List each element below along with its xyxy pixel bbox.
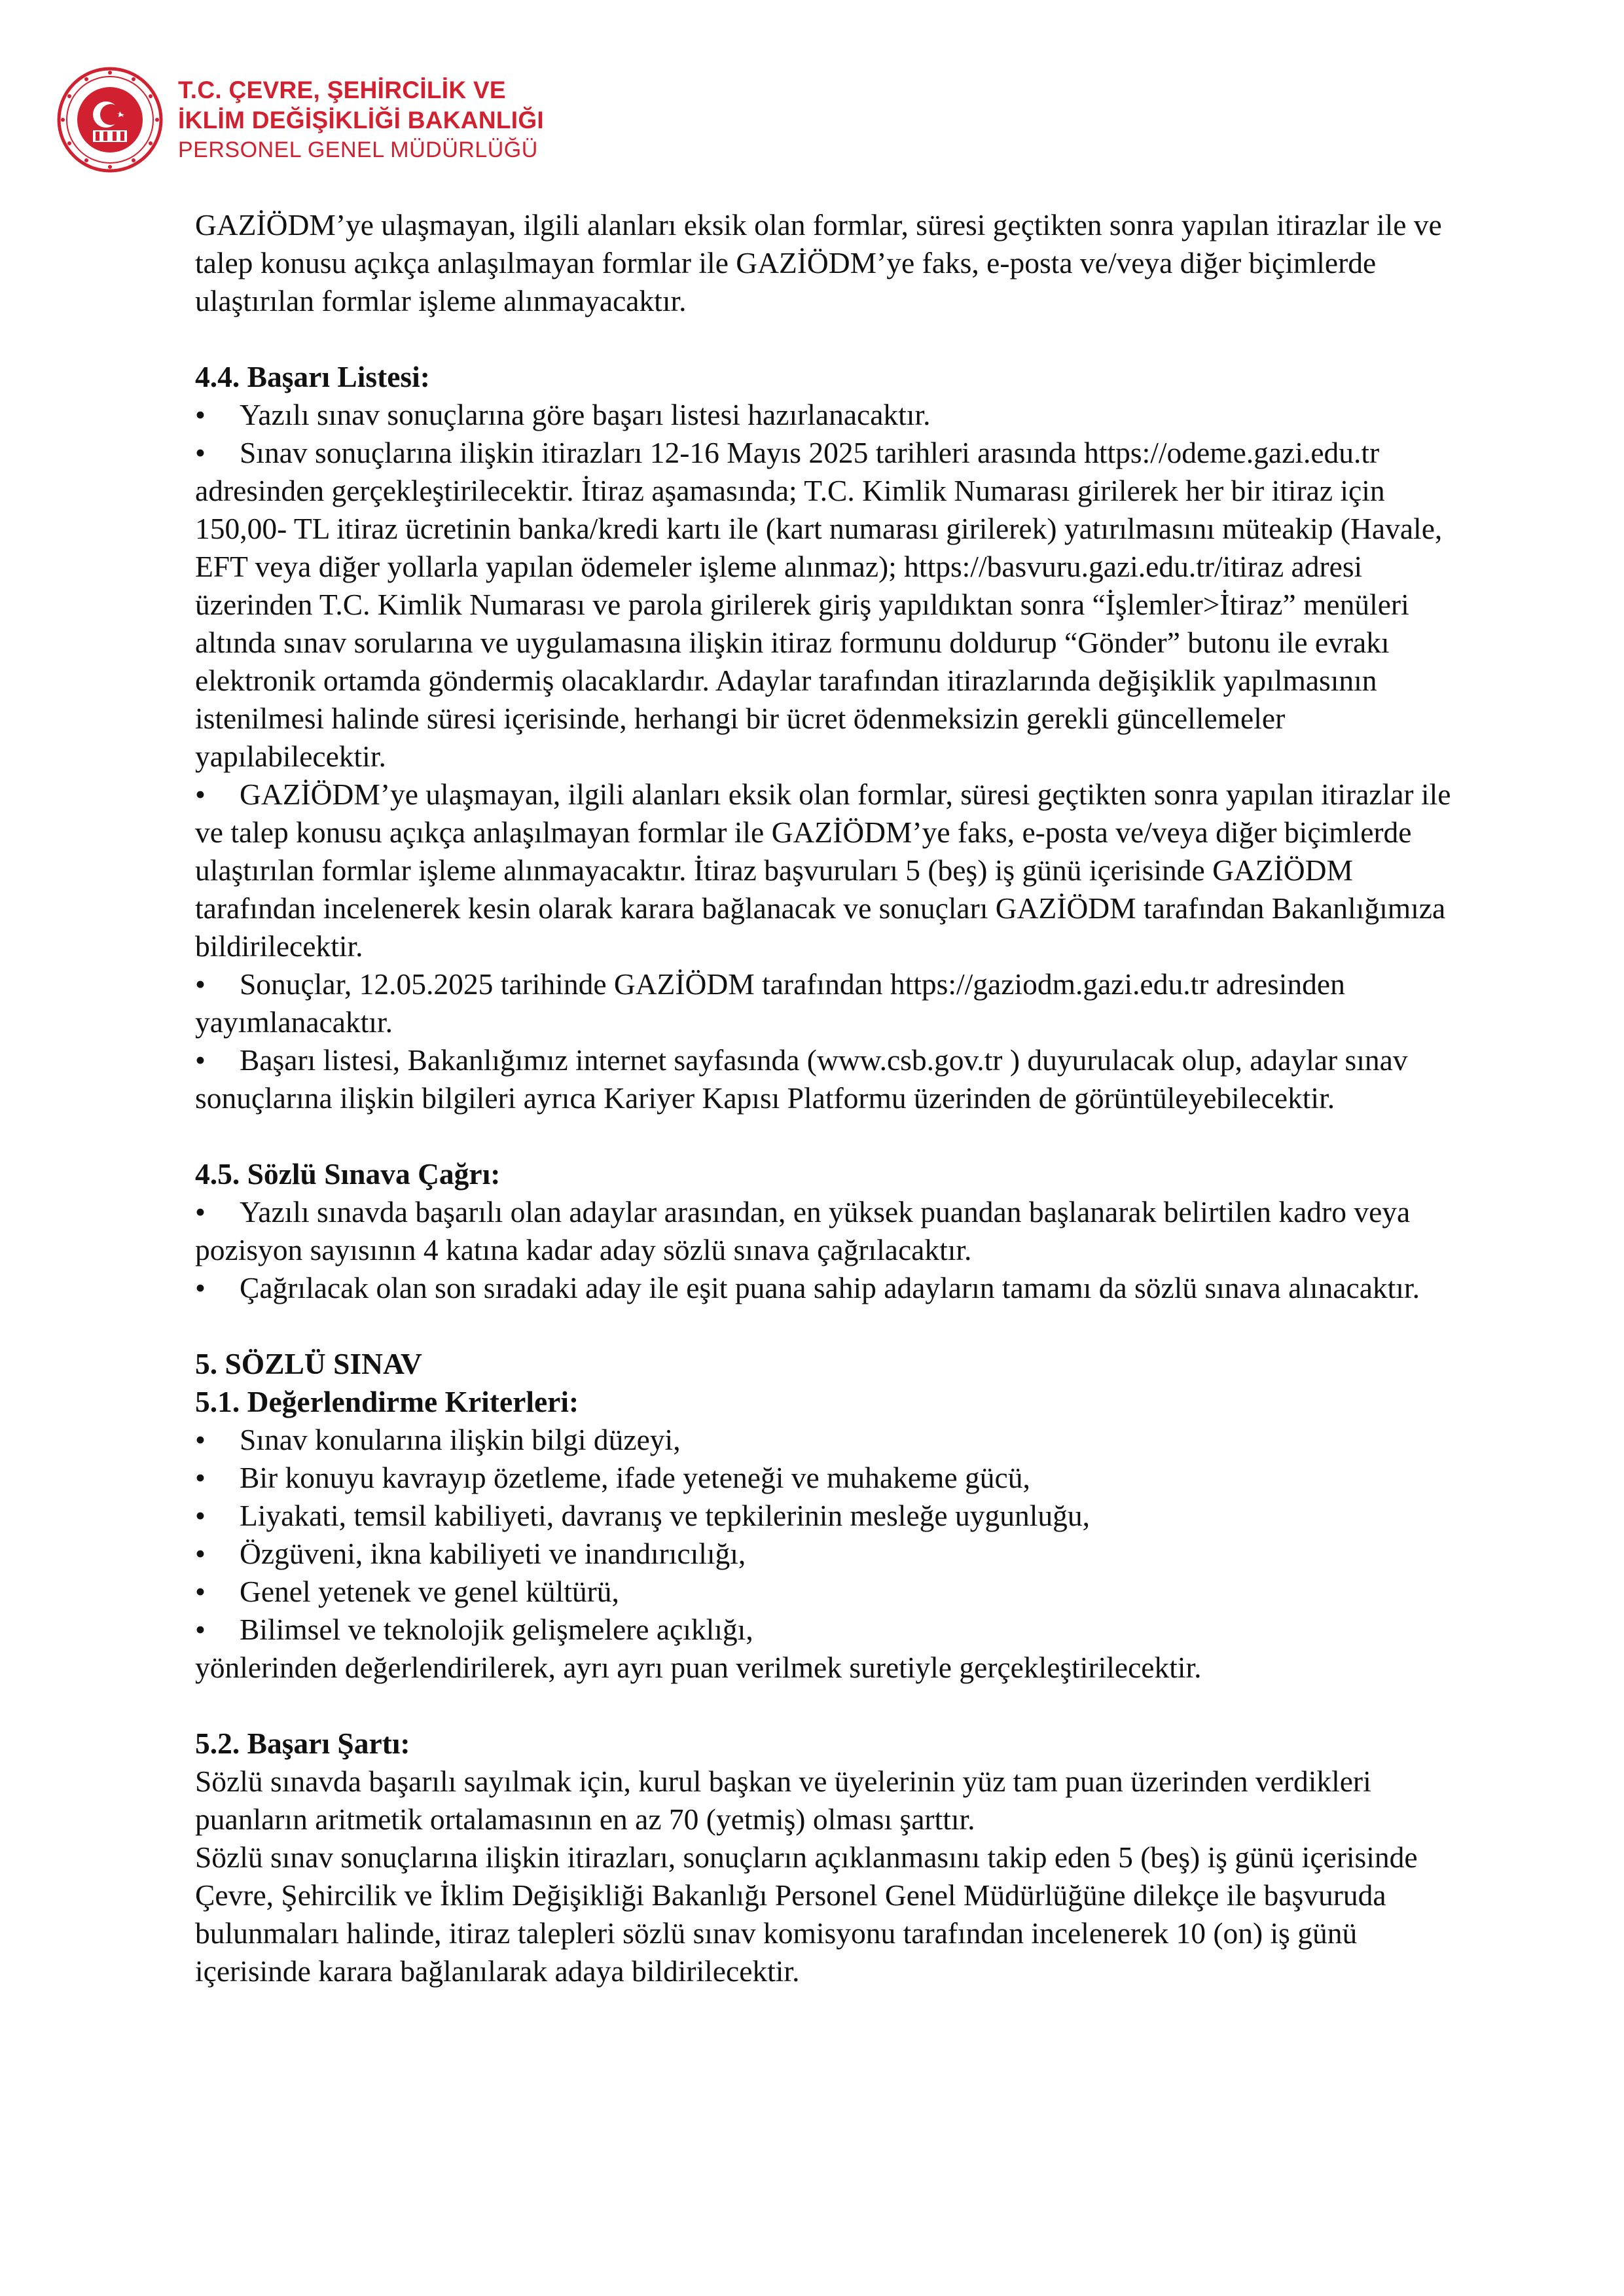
bullet-icon: • [195, 967, 206, 1001]
list-item: • Çağrılacak olan son sıradaki aday ile eşit puana sahip adayların tamamı da sözlü sınava alınacaktır. [195, 1269, 1478, 1307]
list-item: • Liyakati, temsil kabiliyeti, davranış ve tepkilerinin mesleğe uygunluğu, [195, 1497, 1478, 1535]
list-item: • Özgüveni, ikna kabiliyeti ve inandırıcılığı, [195, 1535, 1478, 1573]
success-condition-paragraph: Sözlü sınavda başarılı sayılmak için, kurul başkan ve üyelerinin yüz tam puan üzerinden verdikleri puanların aritmetik ortalamasının en az 70 (yetmiş) olması şarttır. [195, 1765, 1371, 1836]
bullet-icon: • [195, 1195, 206, 1229]
bullet-icon: • [195, 436, 206, 469]
ministry-seal-icon [56, 66, 164, 173]
bullet-icon: • [195, 1537, 206, 1570]
list-item: • Başarı listesi, Bakanlığımız internet sayfasında (www.csb.gov.tr ) duyurulacak olup, adaylar sınav sonuçlarına ilişkin bilgileri ayrıca Kariyer Kapısı Platformu üzerinden de görüntüleyebilecektir. [195, 1041, 1478, 1117]
intro-paragraph: GAZİÖDM’ye ulaşmayan, ilgili alanları eksik olan formlar, süresi geçtikten sonra yapılan itirazlar ile ve talep konusu açıkça anlaşılmayan formlar ile GAZİÖDM’ye faks, e-posta ve/veya diğer biçimlerde ulaştırılan formlar işleme alınmayacaktır. [195, 208, 1442, 317]
bullet-icon: • [195, 1423, 206, 1456]
list-item: • Yazılı sınavda başarılı olan adaylar arasından, en yüksek puandan başlanarak belirtilen kadro veya pozisyon sayısının 4 katına kadar aday sözlü sınava çağrılacaktır. [195, 1193, 1478, 1269]
list-item: • Bir konuyu kavrayıp özetleme, ifade yeteneği ve muhakeme gücü, [195, 1459, 1478, 1497]
bullet-icon: • [195, 1461, 206, 1494]
bullet-icon: • [195, 1271, 206, 1304]
bullet-icon: • [195, 398, 206, 431]
list-item: • Bilimsel ve teknolojik gelişmelere açıklığı, [195, 1611, 1478, 1649]
bullet-icon: • [195, 1613, 206, 1646]
list-item: • Yazılı sınav sonuçlarına göre başarı listesi hazırlanacaktır. [195, 396, 1478, 434]
list-item: • Sonuçlar, 12.05.2025 tarihinde GAZİÖDM tarafından https://gaziodm.gazi.edu.tr adresinden yayımlanacaktır. [195, 965, 1478, 1041]
list-item: • Sınav sonuçlarına ilişkin itirazları 12-16 Mayıs 2025 tarihleri arasında https://odeme.gazi.edu.tr adresinden gerçekleştirilecektir. İtiraz aşamasında; T.C. Kimlik Numarası girilerek her bir itiraz için 150,00- TL itiraz ücretinin banka/kredi kartı ile (kart numarası girilerek) yatırılmasını müteakip (Havale, EFT veya diğer yollarla yapılan ödemeler işleme alınmaz); https://basvuru.gazi.edu.tr/itiraz adresi üzerinden T.C. Kimlik Numarası ve parola girilerek giriş yapıldıktan sonra “İşlemler>İtiraz” menüleri altında sınav sorularına ve uygulamasına ilişkin itiraz formunu doldurup “Gönder” butonu ile evrakı elektronik ortamda göndermiş olacaklardır. Adaylar tarafından itirazlarında değişiklik yapılmasının istenilmesi halinde süresi içerisinde, herhangi bir ücret ödenmeksizin gerekli güncellemeler yapılabilecektir. [195, 434, 1478, 776]
ministry-header [56, 58, 544, 182]
objection-paragraph: Sözlü sınav sonuçlarına ilişkin itirazları, sonuçların açıklanmasını takip eden 5 (beş) iş günü içerisinde Çevre, Şehircilik ve İklim Değişikliği Bakanlığı Personel Genel Müdürlüğüne dilekçe ile başvuruda bulunmaları halinde, itiraz talepleri sözlü sınav komisyonu tarafından incelenerek 10 (on) iş günü içerisinde karara bağlanılarak adaya bildirilecektir. [195, 1840, 1418, 1988]
section-4-4-title: 4.4. Başarı Listesi: [195, 360, 430, 393]
list-item: • Genel yetenek ve genel kültürü, [195, 1573, 1478, 1611]
bullet-icon: • [195, 1499, 206, 1532]
criteria-closing-text: yönlerinden değerlendirilerek, ayrı ayrı puan verilmek suretiyle gerçekleştirilecektir. [195, 1651, 1202, 1684]
section-5-title: 5. SÖZLÜ SINAV [195, 1347, 422, 1380]
section-5-2-title: 5.2. Başarı Şartı: [195, 1727, 410, 1760]
ministry-name-line2: İKLİM DEĞİŞİKLİĞİ BAKANLIĞI [178, 107, 544, 134]
list-item: • GAZİÖDM’ye ulaşmayan, ilgili alanları eksik olan formlar, süresi geçtikten sonra yapılan itirazlar ile ve talep konusu açıkça anlaşılmayan formlar ile GAZİÖDM’ye faks, e-posta ve/veya diğer biçimlerde ulaştırılan formlar işleme alınmayacaktır. İtiraz başvuruları 5 (beş) iş günü içerisinde GAZİÖDM tarafından incelenerek kesin olarak karara bağlanacak ve sonuçları GAZİÖDM tarafından Bakanlığımıza bildirilecektir. [195, 776, 1478, 965]
section-4-5-title: 4.5. Sözlü Sınava Çağrı: [195, 1157, 501, 1191]
ministry-name [178, 75, 544, 164]
bullet-icon: • [195, 1575, 206, 1608]
bullet-icon: • [195, 778, 206, 811]
section-5-1-title: 5.1. Değerlendirme Kriterleri: [195, 1385, 579, 1418]
document-body [195, 206, 1478, 1990]
bullet-icon: • [195, 1043, 206, 1077]
department-name: PERSONEL GENEL MÜDÜRLÜĞÜ [178, 137, 538, 162]
ministry-name-line1: T.C. ÇEVRE, ŞEHİRCİLİK VE [178, 77, 506, 103]
list-item: • Sınav konularına ilişkin bilgi düzeyi, [195, 1421, 1478, 1459]
